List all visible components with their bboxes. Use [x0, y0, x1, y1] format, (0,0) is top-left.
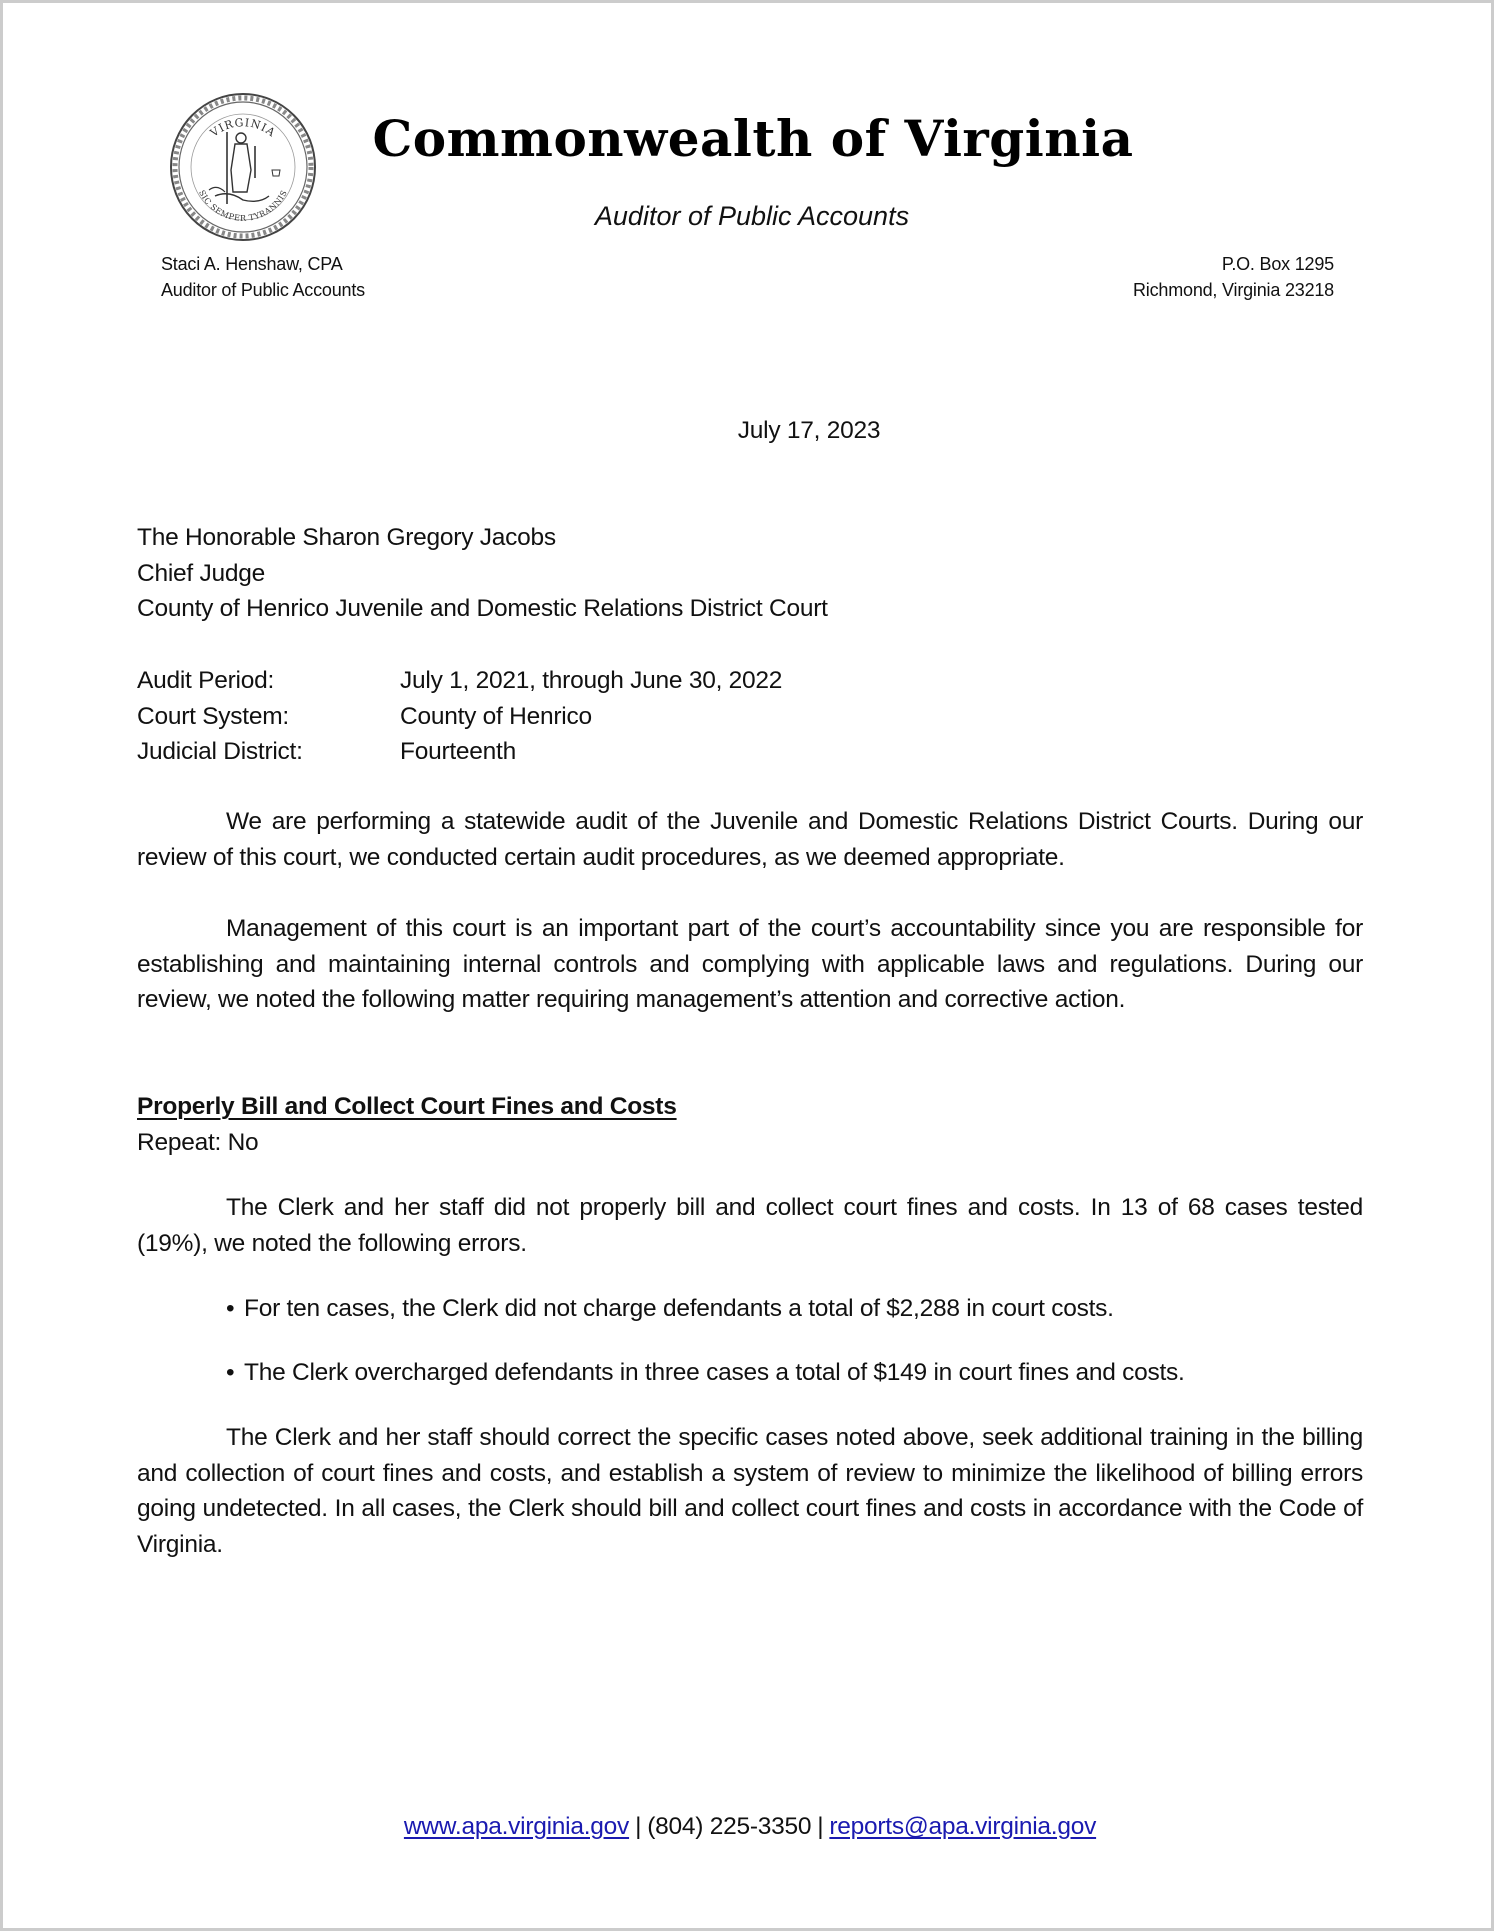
sender-name: Staci A. Henshaw, CPA	[161, 254, 343, 274]
letterhead-subtitle-text: Auditor of Public Accounts	[594, 201, 910, 231]
recipient-name: The Honorable Sharon Gregory Jacobs	[137, 524, 556, 551]
finding-bullet	[226, 1355, 1185, 1391]
finding-heading: Properly Bill and Collect Court Fines and Costs	[137, 1093, 677, 1120]
audit-period-value: July 1, 2021, through June 30, 2022	[400, 667, 783, 694]
sender-title: Auditor of Public Accounts	[161, 280, 365, 300]
court-system-label: Court System:	[137, 702, 289, 730]
seal-text-top: VIRGINIA	[207, 116, 279, 140]
finding-bullet	[226, 1291, 1114, 1327]
recipient-court: County of Henrico Juvenile and Domestic Relations District Court	[137, 595, 828, 623]
recommendation-paragraph: The Clerk and her staff should correct the specific cases noted above, seek additional training in the billing and collection of court fines and costs, and establish a system of review to minimize the likelihood of billing errors going undetected. In all cases, the Clerk should bill and collect court fines and costs in accordance with the Code of Virginia.	[137, 1424, 1363, 1559]
finding-summary: The Clerk and her staff did not properly bill and collect court fines and costs. In 13 of 68 cases tested (19%), we noted the following errors.	[137, 1194, 1363, 1257]
footer	[3, 1809, 1494, 1845]
audit-period-label: Audit Period:	[137, 667, 275, 694]
website-link[interactable]: www.apa.virginia.gov	[403, 1813, 630, 1840]
address-line-2: Richmond, Virginia 23218	[1133, 280, 1334, 300]
finding-bullet-text: The Clerk overcharged defendants in three cases a total of $149 in court fines and costs.	[244, 1359, 1185, 1386]
letterhead-title	[3, 109, 1494, 169]
finding-bullet-text: For ten cases, the Clerk did not charge defendants a total of $2,288 in court costs.	[244, 1295, 1114, 1322]
address-block	[1133, 251, 1334, 303]
recipient-block	[137, 520, 828, 627]
bullet-icon: •	[226, 1359, 235, 1386]
recipient-title: Chief Judge	[137, 559, 266, 587]
bullet-icon: •	[226, 1295, 235, 1322]
court-system-value: County of Henrico	[400, 702, 592, 730]
email-link[interactable]: reports@apa.virginia.gov	[829, 1813, 1097, 1840]
intro-paragraph: We are performing a statewide audit of the Juvenile and Domestic Relations District Courts. During our review of this court, we conducted certain audit procedures, as we deemed appropriate.	[137, 808, 1363, 871]
letter-date	[3, 413, 1494, 449]
footer-phone: (804) 225-3350	[647, 1813, 812, 1840]
letterhead-subtitle	[3, 199, 1494, 233]
judicial-district-value: Fourteenth	[400, 738, 516, 766]
finding-repeat-status: Repeat: No	[137, 1129, 259, 1156]
seal-text-bottom: SIC SEMPER TYRANNIS	[197, 188, 289, 223]
judicial-district-label: Judicial District:	[137, 738, 303, 766]
management-paragraph: Management of this court is an important part of the court’s accountability since you are responsible for establishing and maintaining internal controls and complying with applicable laws and regulations. During our review, we noted the following matter requiring management’s attention and corrective action.	[137, 915, 1363, 1014]
sender-block	[161, 251, 365, 303]
address-line-1: P.O. Box 1295	[1221, 254, 1334, 274]
letter-date-text: July 17, 2023	[737, 417, 881, 444]
footer-separator: |	[817, 1813, 824, 1840]
footer-separator: |	[635, 1813, 642, 1840]
letterhead-title-text: Commonwealth of Virginia	[372, 109, 1134, 168]
